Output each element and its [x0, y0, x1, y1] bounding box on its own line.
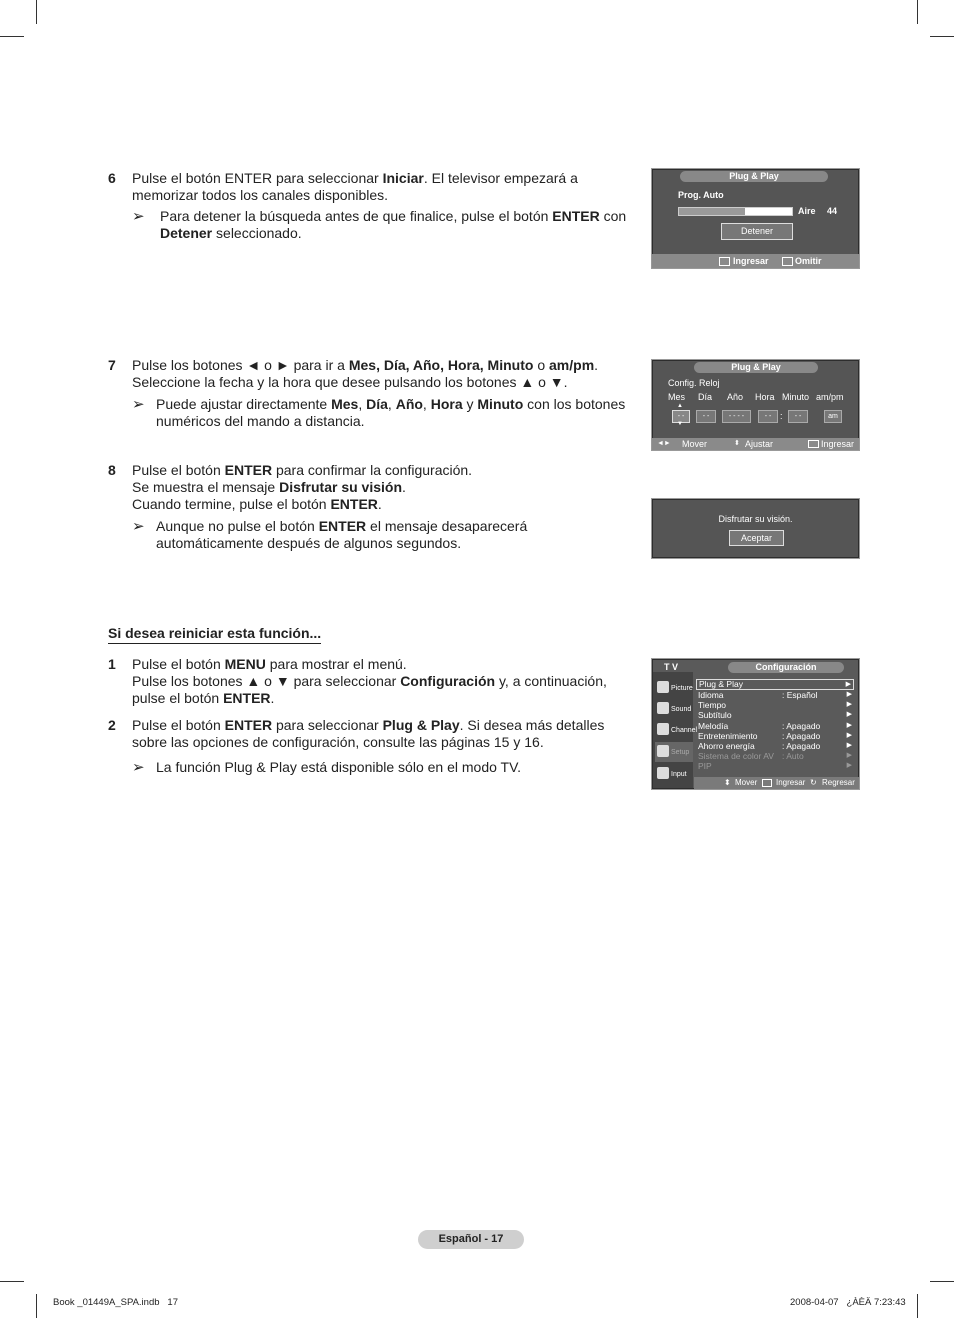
- footer-adjust: Ajustar: [745, 439, 774, 449]
- input-icon: [657, 767, 669, 779]
- menu-item-label: Subtítulo: [698, 710, 732, 721]
- step-number: 2: [108, 717, 116, 733]
- screen-footer: [652, 254, 859, 268]
- arrow-icon: ➢: [132, 396, 145, 413]
- text: sobre las opciones de configuración, consulte las páginas 15 y 16.: [132, 734, 544, 750]
- text: Seleccione la fecha y la hora que desee pulsando los botones ▲ o ▼.: [132, 374, 568, 390]
- text: .: [594, 357, 599, 373]
- sidebar-label: Channel: [671, 727, 698, 734]
- footer-move: Mover: [682, 439, 708, 449]
- sidebar-item-picture[interactable]: [655, 678, 693, 698]
- chevron-right-icon: ▶: [846, 741, 852, 749]
- clock-label: Config. Reloj: [668, 378, 720, 388]
- text: Mes, Día, Año, Hora, Minuto: [348, 357, 534, 373]
- text: o: [533, 357, 550, 373]
- prog-auto-label: Prog. Auto: [678, 190, 724, 200]
- text: con los botones: [523, 396, 626, 412]
- field-ampm[interactable]: am: [824, 410, 842, 423]
- text: . Si desea más detalles: [459, 717, 605, 733]
- text: el mensaje desaparecerá: [366, 518, 528, 534]
- col-hora: Hora: [755, 392, 775, 402]
- text: Pulse los botones ▲ o ▼ para seleccionar: [132, 673, 401, 689]
- screen-footer: [694, 777, 859, 789]
- text: pulse el botón: [132, 690, 224, 706]
- menu-item-value: : Auto: [782, 751, 804, 762]
- footer-move: Mover: [735, 778, 758, 787]
- menu-item-label: Idioma: [698, 690, 724, 700]
- accept-button[interactable]: Aceptar: [729, 530, 784, 546]
- enter-icon: [762, 779, 772, 787]
- step-number: 6: [108, 170, 116, 186]
- stop-button[interactable]: Detener: [721, 223, 793, 240]
- channel-icon: [657, 723, 669, 735]
- menu-item[interactable]: [698, 690, 854, 700]
- sidebar-label: Picture: [671, 685, 693, 692]
- text: MENU: [224, 656, 266, 672]
- text: Para detener la búsqueda antes de que finalice, pulse el botón: [160, 208, 553, 224]
- menu-item-value: : Apagado: [782, 720, 821, 731]
- setup-icon: [657, 745, 669, 757]
- menu-item-label: Sistema de color AV: [698, 751, 774, 762]
- text: Iniciar: [382, 170, 424, 186]
- text: Detener: [160, 225, 213, 241]
- menu-item[interactable]: [698, 751, 854, 761]
- footer-enter: Ingresar: [733, 256, 769, 266]
- up-down-icon: ⬍: [724, 778, 731, 787]
- field-minuto[interactable]: - -: [788, 410, 808, 423]
- chevron-right-icon: ▶: [846, 711, 852, 719]
- text: ENTER: [552, 208, 600, 224]
- menu-item-label: Ahorro energía: [698, 740, 755, 751]
- enter-icon: [808, 440, 819, 448]
- menu-item-label: PIP: [698, 761, 712, 772]
- crop-mark: [0, 36, 24, 37]
- chevron-right-icon: ▶: [846, 721, 852, 729]
- plug-play-progress-screen: [651, 168, 860, 269]
- mes-up-icon: ▲: [677, 403, 683, 409]
- text: ENTER: [224, 717, 273, 733]
- enjoy-message-screen: [651, 498, 860, 559]
- menu-list: [698, 679, 854, 772]
- crop-mark: [917, 0, 918, 24]
- tv-label: T V: [664, 662, 679, 672]
- menu-item[interactable]: [698, 761, 854, 771]
- source-label: Aire: [798, 206, 816, 216]
- text: ENTER: [330, 496, 378, 512]
- return-icon: ↻: [810, 778, 817, 787]
- print-date: 2008-04-07 ¿ÀÈÄ 7:23:43: [790, 1297, 906, 1308]
- step-number: 8: [108, 462, 116, 478]
- col-ano: Año: [727, 392, 744, 402]
- mes-down-icon: ▼: [677, 421, 683, 427]
- text: Minuto: [477, 396, 524, 412]
- menu-item-value: : Apagado: [782, 740, 821, 751]
- text: para mostrar el menú.: [265, 656, 407, 672]
- text: ,: [422, 396, 431, 412]
- arrow-icon: ➢: [132, 518, 145, 535]
- sidebar-item-sound[interactable]: [655, 699, 693, 719]
- chevron-right-icon: ▶: [846, 762, 852, 770]
- col-mes: Mes: [668, 392, 686, 402]
- clock-setup-screen: [651, 359, 860, 451]
- arrow-icon: ➢: [132, 759, 145, 776]
- col-dia: Día: [698, 392, 713, 402]
- reset-heading: Si desea reiniciar esta función...: [108, 625, 321, 644]
- crop-mark: [930, 1281, 954, 1282]
- text: numéricos del mando a distancia.: [156, 413, 365, 429]
- step-number: 7: [108, 357, 116, 373]
- text: ,: [387, 396, 396, 412]
- text: ENTER: [224, 462, 273, 478]
- page-number: Español - 17: [418, 1230, 524, 1249]
- menu-item-label: Tiempo: [698, 700, 727, 711]
- text: .: [402, 479, 406, 495]
- text: La función Plug & Play está disponible sólo en el modo TV.: [156, 759, 522, 775]
- text: para seleccionar: [272, 717, 383, 733]
- screen-footer: [652, 438, 859, 450]
- text: Puede ajustar directamente: [156, 396, 332, 412]
- channel-number: 44: [827, 206, 838, 216]
- arrow-icon: ➢: [132, 208, 145, 225]
- text: Plug & Play: [382, 717, 460, 733]
- text: Cuando termine, pulse el botón: [132, 496, 331, 512]
- setup-menu-screen: [651, 658, 860, 790]
- text: ,: [358, 396, 367, 412]
- sound-icon: [657, 702, 669, 714]
- footer-skip: Omitir: [795, 256, 822, 266]
- text: y: [462, 396, 478, 412]
- text: Pulse el botón ENTER para seleccionar: [132, 170, 383, 186]
- sidebar-label: Input: [671, 771, 687, 778]
- footer-enter: Ingresar: [821, 439, 855, 449]
- chevron-right-icon: ▶: [846, 701, 852, 709]
- menu-item[interactable]: [698, 700, 854, 710]
- text: con: [599, 208, 627, 224]
- menu-item-label: Entretenimiento: [698, 730, 758, 741]
- screen-title: Configuración: [728, 662, 844, 673]
- enjoy-message: Disfrutar su visión.: [718, 514, 793, 524]
- menu-item-value: : Apagado: [782, 730, 821, 741]
- sidebar-item-setup[interactable]: [655, 742, 693, 762]
- menu-item-value: : Español: [782, 690, 818, 700]
- sidebar-item-channel[interactable]: [655, 720, 698, 740]
- text: memorizar todos los canales disponibles.: [132, 187, 389, 203]
- text: am/pm: [549, 357, 595, 373]
- text: automáticamente después de algunos segundos.: [156, 535, 462, 551]
- text: Configuración: [400, 673, 496, 689]
- chevron-right-icon: ▶: [846, 731, 852, 739]
- screen-title: Plug & Play: [694, 362, 818, 373]
- col-ampm: am/pm: [816, 392, 844, 402]
- menu-item[interactable]: [698, 710, 854, 720]
- text: ENTER: [223, 690, 271, 706]
- crop-mark: [917, 1294, 918, 1318]
- menu-item[interactable]: [698, 721, 854, 731]
- text: .: [377, 496, 382, 512]
- book-filename: Book _01449A_SPA.indb 17: [53, 1297, 179, 1308]
- text: Pulse los botones ◄ o ► para ir a: [132, 357, 349, 373]
- sidebar-item-input[interactable]: [655, 764, 693, 784]
- time-colon: :: [780, 411, 783, 421]
- text: ENTER: [318, 518, 367, 534]
- menu-sidebar: [653, 672, 698, 788]
- text: y, a continuación,: [495, 673, 607, 689]
- sidebar-label: Sound: [671, 706, 692, 713]
- text: Aunque no pulse el botón: [156, 518, 319, 534]
- text: .: [270, 690, 275, 706]
- menu-item-label: Melodía: [698, 720, 729, 731]
- footer-enter: Ingresar: [776, 778, 806, 787]
- text: Pulse el botón: [132, 462, 225, 478]
- text: Pulse el botón: [132, 656, 225, 672]
- screen-title: Plug & Play: [680, 171, 828, 182]
- footer-return: Regresar: [822, 778, 855, 787]
- text: para confirmar la configuración.: [272, 462, 473, 478]
- text: Mes: [331, 396, 359, 412]
- crop-mark: [36, 0, 37, 24]
- col-minuto: Minuto: [782, 392, 810, 402]
- chevron-right-icon: ▶: [845, 681, 851, 688]
- crop-mark: [36, 1294, 37, 1318]
- text: Hora: [430, 396, 463, 412]
- enter-icon: [719, 257, 730, 266]
- chevron-right-icon: ▶: [846, 691, 852, 698]
- field-ano[interactable]: - - - -: [722, 410, 751, 423]
- text: . El televisor empezará a: [423, 170, 578, 186]
- crop-mark: [930, 36, 954, 37]
- menu-item[interactable]: [698, 731, 854, 741]
- text: Año: [395, 396, 423, 412]
- menu-item[interactable]: [696, 679, 854, 690]
- text: Se muestra el mensaje: [132, 479, 280, 495]
- crop-mark: [0, 1281, 24, 1282]
- progress-fill: [679, 208, 745, 215]
- left-right-icon: ◄►: [657, 440, 671, 447]
- menu-item-label: Plug & Play: [699, 679, 743, 689]
- sidebar-label: Setup: [671, 749, 690, 756]
- field-dia[interactable]: - -: [696, 410, 716, 423]
- up-down-icon: ⬍: [734, 440, 740, 447]
- picture-icon: [657, 681, 669, 693]
- menu-item[interactable]: [698, 741, 854, 751]
- chevron-right-icon: ▶: [846, 752, 852, 760]
- text: Día: [366, 396, 388, 412]
- field-hora[interactable]: - -: [758, 410, 778, 423]
- step-number: 1: [108, 656, 116, 672]
- field-mes[interactable]: - -: [672, 410, 690, 423]
- skip-icon: [782, 257, 793, 266]
- progress-bar: [678, 207, 793, 216]
- text: seleccionado.: [212, 225, 302, 241]
- text: Pulse el botón: [132, 717, 225, 733]
- text: Disfrutar su visión: [279, 479, 402, 495]
